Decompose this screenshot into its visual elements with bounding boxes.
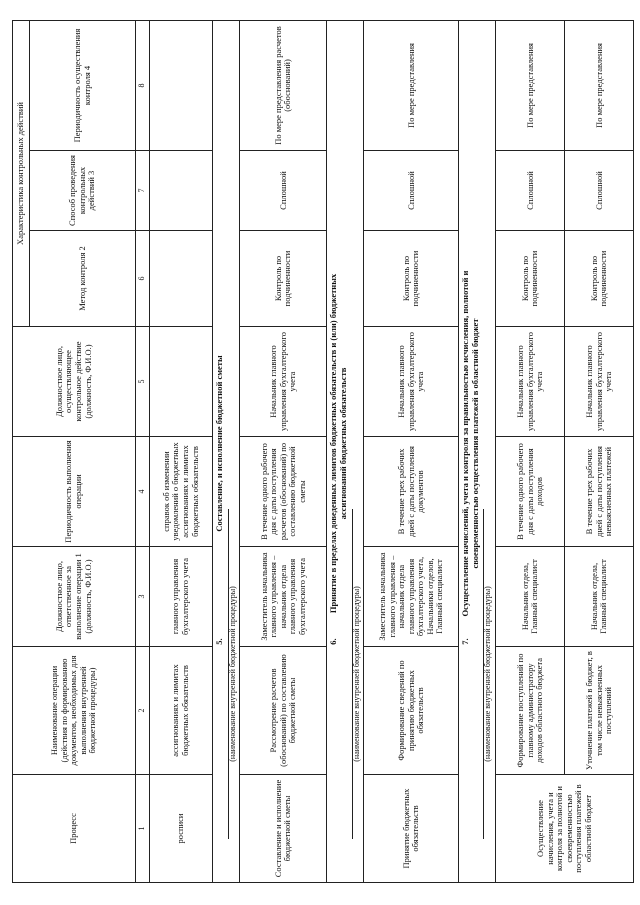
cell-controller [150,327,213,437]
header-periodicity: Периодичность выполнения операции [13,437,136,547]
cell-periodicity: В течение трех рабочих дней с даты поступления невыясненных платежей [565,437,634,547]
cell-process: Принятие бюджетных обязательств [364,775,459,883]
colnum-7: 7 [136,151,150,231]
section-title: Составление, и исполнение бюджетной сметы [214,355,224,532]
cell-control-period [150,20,213,150]
cell-method: Контроль по подчиненности [565,231,634,327]
colnum-2: 2 [136,647,150,775]
header-control-period: Периодичность осуществления контроля 4 [30,20,136,150]
cell-way [150,151,213,231]
colnum-6: 6 [136,231,150,327]
cell-responsible: Начальник отдела, Главный специалист [496,547,565,647]
cell-control-period: По мере представления [364,20,459,150]
cell-method: Контроль по подчиненности [496,231,565,327]
header-way: Способ проведения контрольных действий 3 [30,151,136,231]
section-number: 6. [328,638,339,645]
cell-periodicity: В течение одного рабочего дня с даты поступления расчетов (обоснований) по составлению бюджетной сметы [240,437,327,547]
header-operation-name: Наименование операции (действия по формированию документов, необходимых для выполнения внутренней бюджетной процедуры) [13,647,136,775]
table-row [496,20,565,882]
cell-responsible: Начальник отдела, Главный специалист [565,547,634,647]
cell-operation: Формирование сведений по принятию бюджетных обязательств [364,647,459,775]
cell-method [150,231,213,327]
cell-process: росписи [150,775,213,883]
colnum-4: 4 [136,437,150,547]
header-process: Процесс [13,775,136,883]
section-6 [327,20,364,882]
cell-responsible: главного управления бухгалтерского учета [150,547,213,647]
section-row [327,20,364,882]
cell-controller: Начальник главного управления бухгалтерского учета [240,327,327,437]
cell-way: Сплошной [364,151,459,231]
section-7 [459,20,496,882]
table-row [565,20,634,882]
cell-operation: Формирование поступлений по главному администратору доходов областного бюджета [496,647,565,775]
cell-periodicity: В течение трех рабочих дней с даты поступления документов [364,437,459,547]
header-row [13,20,30,882]
column-numbers-row [136,20,150,882]
section-number: 7. [460,638,471,645]
cell-responsible: Заместитель начальника главного управления – начальник отдела главного управления бухгалтерского учета [240,547,327,647]
cell-periodicity: В течение одного рабочего дня с даты поступления доходов [496,437,565,547]
cell-control-period: По мере представления расчетов (обоснований) [240,20,327,150]
cell-process: Осуществление начисления, учета и контроля за полнотой и своевременностью поступления платежей в областной бюджет [496,775,634,883]
section-row [213,20,240,882]
cell-process: Составление и исполнение бюджетной сметы [240,775,327,883]
header-responsible: Должностное лицо, ответственное за выполнение операции 1 (должность, Ф.И.О.) [13,547,136,647]
cell-responsible: Заместитель начальника главного управления – начальник отдела главного управления бухгалтерского учета, Начальники отделов, Главный специалист [364,547,459,647]
cell-controller: Начальник главного управления бухгалтерского учета [565,327,634,437]
section-note: (наименование внутренней бюджетной процедуры) [351,586,361,762]
cell-method: Контроль по подчиненности [364,231,459,327]
cell-controller: Начальник главного управления бухгалтерского учета [364,327,459,437]
cell-way: Сплошной [565,151,634,231]
section-5 [213,20,240,882]
header-method: Метод контроля 2 [30,231,136,327]
section-title: Принятие в пределах доведенных лимитов бюджетных обязательств и (или) бюджетных ассигнований бюджетных обязательств [328,273,348,614]
cell-controller: Начальник главного управления бухгалтерского учета [496,327,565,437]
cell-way: Сплошной [240,151,327,231]
section-note: (наименование внутренней бюджетной процедуры) [227,586,237,762]
colnum-5: 5 [136,327,150,437]
colnum-1: 1 [136,775,150,883]
table-row [364,20,459,882]
table-row [150,20,213,882]
cell-control-period: По мере представления [565,20,634,150]
section-row [459,20,496,882]
header-characteristic: Характеристика контрольных действий [13,20,30,326]
table-row [240,20,327,882]
cell-method: Контроль по подчиненности [240,231,327,327]
cell-operation: ассигнованиях и лимитах бюджетных обязательств [150,647,213,775]
header-controller: Должностное лицо, осуществляющее контрольное действие (должность, Ф.И.О.) [13,327,136,437]
section-note: (наименование внутренней бюджетной процедуры) [483,586,493,762]
procedures-table [12,20,634,883]
colnum-3: 3 [136,547,150,647]
cell-periodicity: справок об изменении уведомлений о бюджетных ассигнованиях и лимитах бюджетных обязательств [150,437,213,547]
cell-operation: Уточнение платежей в бюджет, в том числе невыясненных поступлений [565,647,634,775]
section-title: Осуществление начислений, учета и контроля за правильностью исчисления, полнотой и своевременностью осуществления платежей в областной бюджет [460,270,480,617]
cell-operation: Рассмотрение расчетов (обоснований) по составлению бюджетной сметы [240,647,327,775]
section-number: 5. [214,638,224,645]
colnum-8: 8 [136,20,150,150]
cell-way: Сплошной [496,151,565,231]
cell-control-period: По мере представления [496,20,565,150]
